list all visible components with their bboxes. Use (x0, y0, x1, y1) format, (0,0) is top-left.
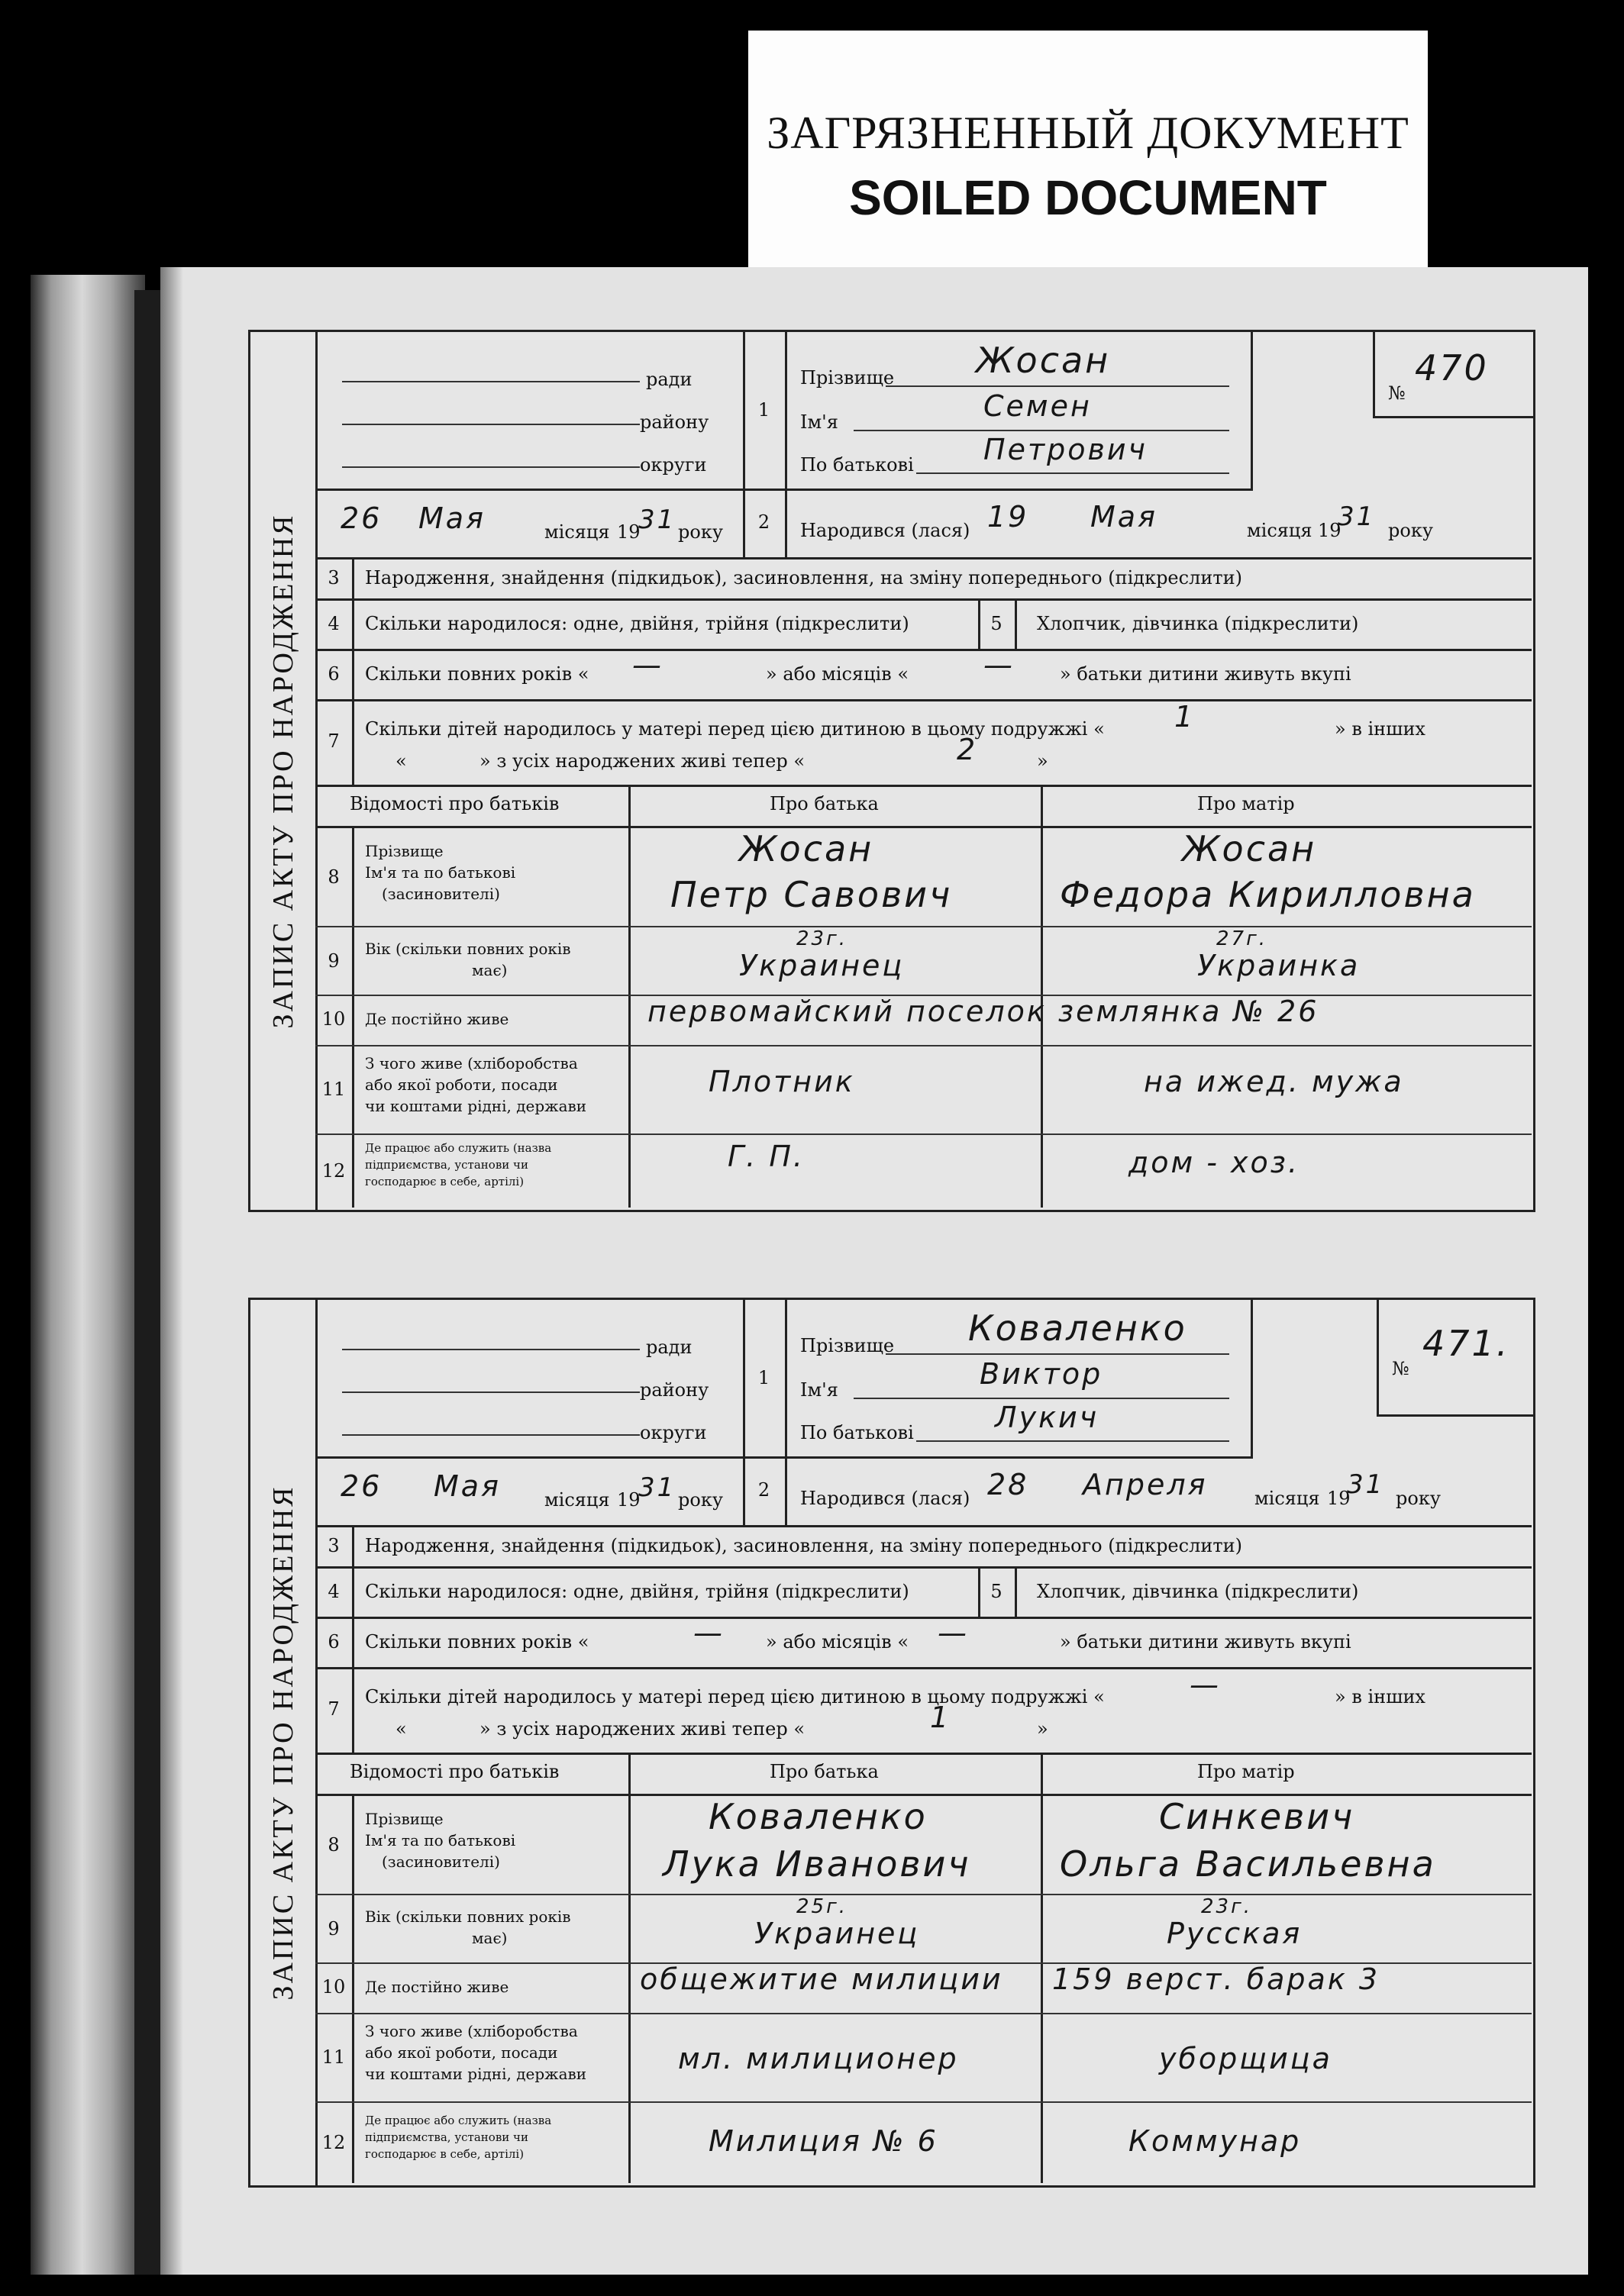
surname-label: Прізвище (800, 367, 895, 389)
birth-day: 19 (987, 500, 1029, 534)
child-patronymic: Петрович (983, 433, 1148, 466)
birth-year: 31 (1347, 1469, 1385, 1500)
prev-children: 1 (1174, 700, 1196, 734)
label-english: SOILED DOCUMENT (849, 170, 1327, 225)
sex-row: Хлопчик, дівчинка (підкреслити) (1037, 613, 1359, 634)
months-together: — (983, 648, 1015, 682)
mother-nationality: Украинка (1197, 949, 1361, 982)
name-label: Ім'я (800, 411, 838, 433)
reg-day: 26 (341, 501, 383, 535)
month-label: місяця (544, 521, 610, 543)
reg-month: Мая (418, 501, 486, 535)
side-title: ЗАПИС АКТУ ПРО НАРОДЖЕННЯ (250, 1300, 318, 2185)
page-fold-shadow (160, 267, 183, 2275)
mother-occupation: уборщица (1159, 2042, 1332, 2075)
child-name: Виктор (980, 1357, 1103, 1391)
mother-nationality: Русская (1167, 1917, 1303, 1950)
soiled-document-label (748, 31, 1428, 267)
birth-day: 28 (987, 1468, 1029, 1501)
father-occupation: Плотник (709, 1065, 855, 1098)
mother-age: 27г. (1216, 927, 1268, 950)
child-surname: Жосан (976, 340, 1111, 381)
raion-label: району (640, 411, 709, 433)
reg-year: 31 (638, 1472, 676, 1503)
father-age: 25г. (796, 1895, 848, 1918)
birth-record-470: ЗАПИС АКТУ ПРО НАРОДЖЕННЯ ради району округи 26 Мая місяця 19 31 року 1 Прізвище Жосан Ім'я Семен По батькові Петрович № 470 2 Народився (лася) 19 Мая місяця 19 31 року 3 Народження, знайдення (підкидьок), засиновлення, на зміну попереднього (підкреслити) 4 Скільки народилося: одне, двійня, трійня (підкреслити) 5 Хлопчик, дівчинка (підкреслити) 6 Скільки повних років « — » або місяців « — » батьки дитини живуть вкупі 7 Скільки дітей народилось у матері перед цією дитиною в цьому подружжі « 1 » в інших « » з усіх народжених живі тепер « 2 » Відомості про батьків Про батька Про матір 8 Прізвище Ім'я та по батькові (засиновителі) Жосан Петр Савович Жосан Федора Кирилловна 9 Вік (скільки повних років має) 23г. Украинец 27г. Украинка 10 Де постійно живе первомайский поселок землянка № 26 11 З чого живе (хліборобства або якої роботи, посади чи коштами рідні, держави Плотник на ижед. мужа 12 Де працює або служить (назва підприємства, установи чи господарює в себе, артілі) Г. П. дом - хоз. (248, 330, 1535, 1212)
mother-surname: Жосан (1182, 828, 1317, 869)
alive-children: 1 (930, 1701, 951, 1734)
child-name: Семен (983, 389, 1092, 423)
label-russian: ЗАГРЯЗНЕННЫЙ ДОКУМЕНТ (767, 108, 1409, 158)
father-surname: Коваленко (709, 1796, 928, 1837)
father-residence: общежитие милиции (640, 1962, 1003, 1996)
event-type-row: Народження, знайдення (підкидьок), засиновлення, на зміну попереднього (підкреслити) (365, 567, 1242, 589)
prev-children: — (1190, 1668, 1221, 1701)
residence: первомайский поселок землянка № 26 (647, 995, 1319, 1028)
years-together: — (632, 648, 663, 682)
record-number: 470 (1415, 347, 1489, 389)
father-surname: Жосан (739, 828, 874, 869)
born-label: Народився (лася) (800, 520, 970, 541)
father-work: Г. П. (728, 1140, 805, 1173)
birth-record-471: ЗАПИС АКТУ ПРО НАРОДЖЕННЯ ради району округи 26 Мая місяця 19 31 року 1 Прізвище Коваленко Ім'я Виктор По батькові Лукич № 471. 2 Народився (лася) 28 Апреля місяця 19 31 року 3 Народження, знайдення (підкидьок), засиновлення, на зміну попереднього (підкреслити) 4 Скільки народилося: одне, двійня, трійня (підкреслити) 5 Хлопчик, дівчинка (підкреслити) 6 Скільки повних років « — » або місяців « — » батьки дитини живуть вкупі 7 Скільки дітей народилось у матері перед цією дитиною в цьому подружжі « — » в інших « » з усіх народжених живі тепер « 1 » Відомості про батьків Про батька Про матір 8 Прізвище Ім'я та по батькові (засиновителі) Коваленко Лука Иванович Синкевич Ольга Васильевна 9 Вік (скільки повних років має) 25г. Украинец 23г. Русская 10 Де постійно живе общежитие милиции 159 верст. барак 3 11 З чого живе (хліборобства або якої роботи, посади чи коштами рідні, держави мл. милиционер уборщица 12 Де працює або служить (назва підприємства, установи чи господарює в себе, артілі) Милиция № 6 Коммунар (248, 1298, 1535, 2188)
reg-month: Мая (434, 1469, 501, 1503)
birth-month: Мая (1090, 500, 1157, 534)
prev-children-label: Скільки дітей народилось у матері перед цією дитиною в цьому подружжі « (365, 718, 1105, 740)
years-together-label: Скільки повних років « (365, 663, 589, 685)
mother-header: Про матір (1197, 793, 1295, 814)
rada-label: ради (646, 369, 693, 390)
father-header: Про батька (770, 793, 879, 814)
alive-children: 2 (957, 733, 978, 766)
reg-year: 31 (638, 505, 676, 535)
book-spine (31, 275, 145, 2275)
okruha-label: округи (640, 454, 707, 476)
child-surname: Коваленко (968, 1308, 1187, 1349)
father-nationality: Украинец (739, 949, 905, 982)
mother-work: Коммунар (1128, 2124, 1302, 2158)
patronymic-label: По батькові (800, 454, 914, 476)
birth-month: Апреля (1083, 1468, 1208, 1501)
side-title: ЗАПИС АКТУ ПРО НАРОДЖЕННЯ (250, 332, 318, 1210)
reg-day: 26 (341, 1469, 383, 1503)
father-age: 23г. (796, 927, 848, 950)
years-together: — (693, 1616, 725, 1649)
multiplicity-row: Скільки народилося: одне, двійня, трійня (підкреслити) (365, 613, 909, 634)
father-name: Петр Савович (670, 874, 953, 915)
mother-occupation: на ижед. мужа (1144, 1065, 1404, 1098)
mother-age: 23г. (1201, 1895, 1253, 1918)
father-name: Лука Иванович (663, 1843, 971, 1885)
record-number: 471. (1422, 1323, 1510, 1364)
mother-residence: 159 верст. барак 3 (1052, 1962, 1380, 1996)
mother-name: Федора Кирилловна (1060, 874, 1476, 915)
father-nationality: Украинец (754, 1917, 920, 1950)
months-together: — (938, 1616, 969, 1649)
mother-name: Ольга Васильевна (1060, 1843, 1436, 1885)
mother-work: дом - хоз. (1128, 1146, 1300, 1179)
mother-surname: Синкевич (1159, 1796, 1355, 1837)
birth-year: 31 (1338, 501, 1376, 532)
parents-header: Відомості про батьків (350, 793, 560, 814)
father-occupation: мл. милиционер (678, 2042, 959, 2075)
child-patronymic: Лукич (995, 1401, 1099, 1434)
father-work: Милиция № 6 (709, 2124, 938, 2158)
